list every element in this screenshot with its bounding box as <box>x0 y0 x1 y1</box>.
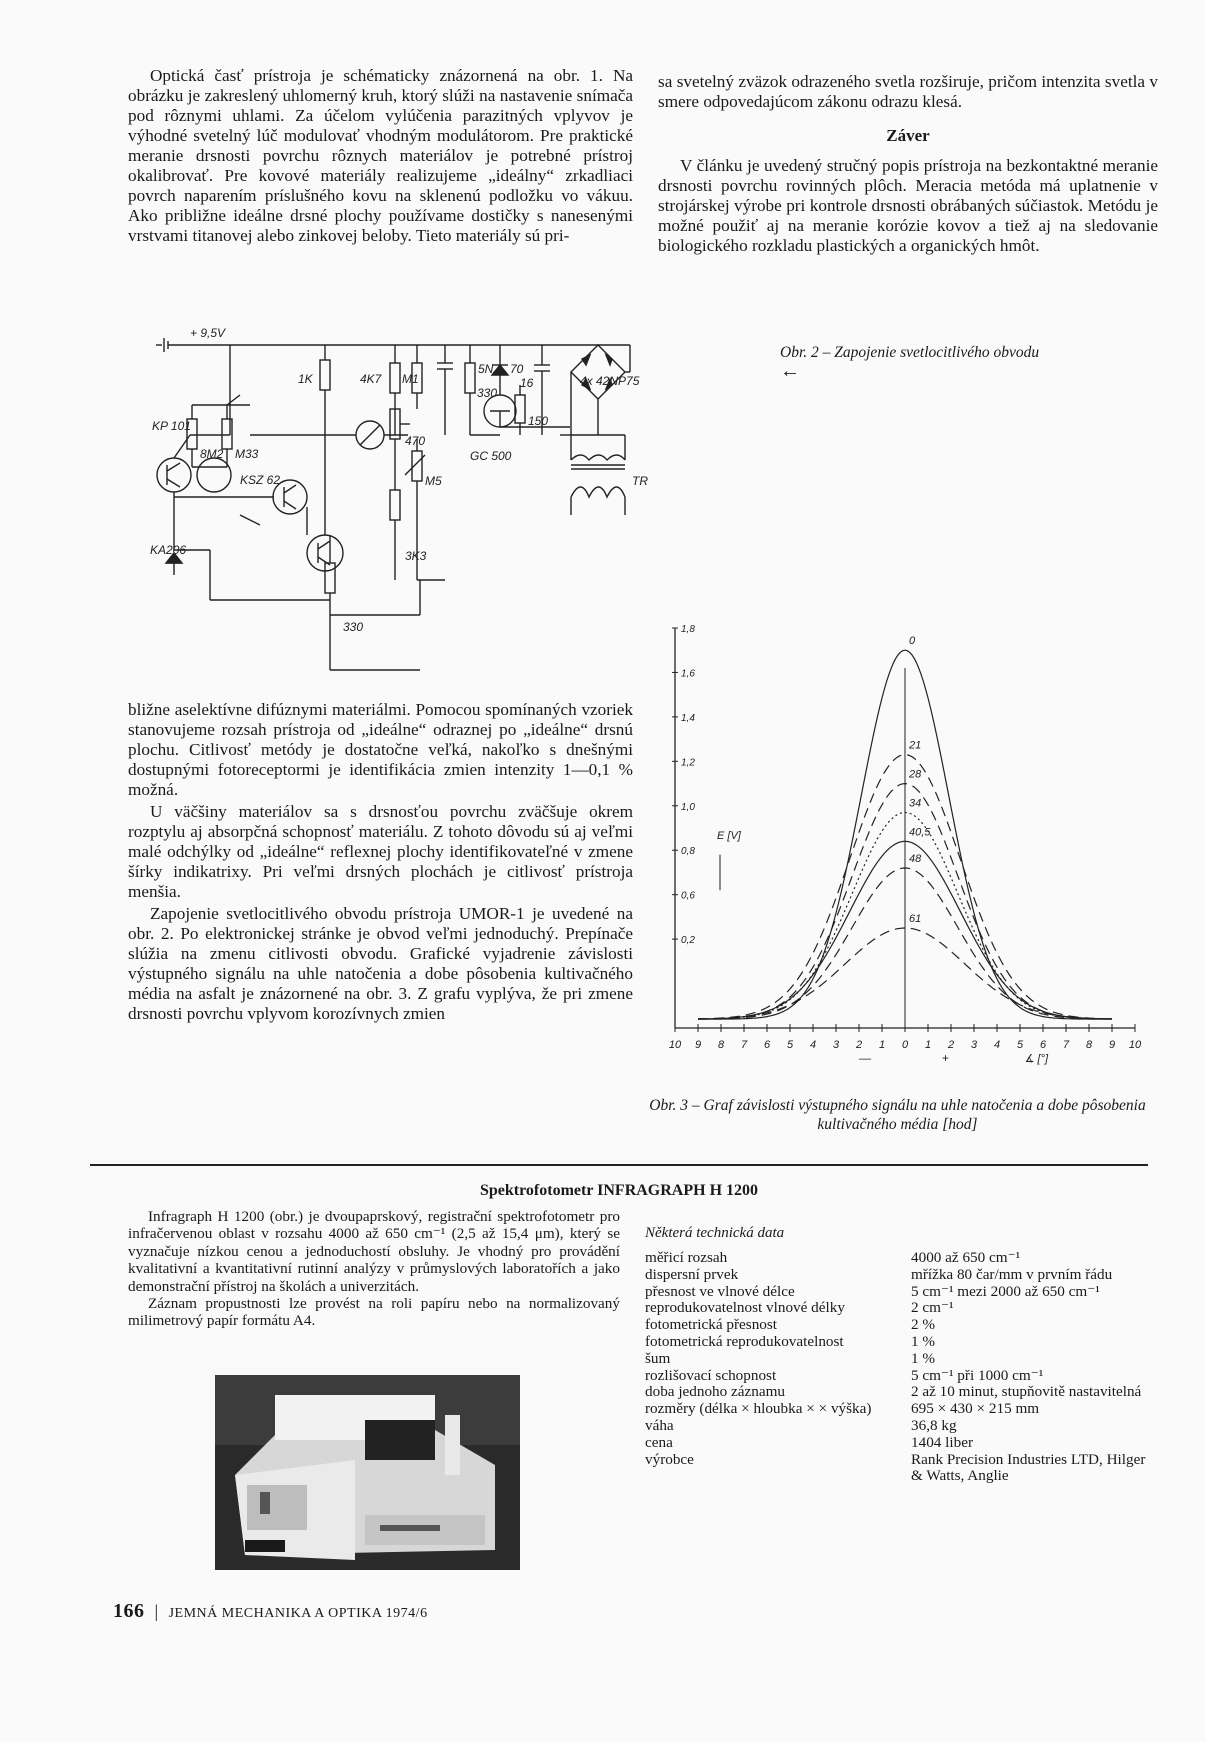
journal-name: JEMNÁ MECHANIKA A OPTIKA 1974/6 <box>168 1606 428 1621</box>
x-tick-label: 5 <box>786 1039 794 1051</box>
x-sign-left: — <box>859 1051 871 1065</box>
paragraph: bližne aselektívne difúznymi materiálmi. Pomocou spomínaných vzoriek stanovujeme rozsah prístroja od „ideálne“ odraznej po „ideálne“ drsnú plochu. Citlivosť metódy je dostatočne veľká, nakoľko s dnešnými dostupnými fotoreceptormi je identifikácia zmien intenzity 1—0,1 % možná. <box>128 700 633 799</box>
spec-key: šum <box>645 1349 671 1367</box>
bridge-label: 4x 42NP75 <box>580 374 640 388</box>
x-tick-label: 10 <box>1128 1039 1142 1051</box>
spec-row <box>645 1317 1150 1334</box>
spec-key: měřicí rozsah <box>645 1249 728 1266</box>
x-tick-label: 10 <box>668 1039 682 1051</box>
c16-label: 16 <box>520 376 534 390</box>
y-tick-label: 1,2 <box>681 757 695 769</box>
spec-text <box>128 1208 620 1330</box>
y-tick-label: 1,8 <box>681 624 695 635</box>
spec-value: mřížka 80 čar/mm v prvním řádu <box>911 1265 1113 1283</box>
spec-key: výrobce <box>645 1450 694 1468</box>
spec-key: váha <box>645 1416 674 1434</box>
kp101-label: KP 101 <box>152 419 191 433</box>
spec-row <box>645 1384 1150 1401</box>
x-tick-label: 0 <box>901 1039 909 1051</box>
x-tick-label: 2 <box>947 1039 955 1051</box>
r3k3-label: 3K3 <box>405 549 427 563</box>
section-heading: Záver <box>886 126 930 145</box>
y-tick-label: 0,6 <box>681 890 695 902</box>
spec-row <box>645 1452 1150 1486</box>
spec-row <box>645 1267 1150 1284</box>
x-tick-label: 6 <box>763 1039 771 1051</box>
spec-row <box>645 1334 1150 1351</box>
spec-table-title: Některá technická data <box>645 1225 785 1241</box>
series-label: 0 <box>909 635 916 648</box>
spec-row <box>645 1284 1150 1301</box>
r470-label: 470 <box>405 434 426 448</box>
spec-key: cena <box>645 1433 673 1451</box>
figure-3-caption: Obr. 3 – Graf závislosti výstupného signálu na uhle natočenia a dobe pôsobenia kultivačného média [hod] <box>649 1097 1146 1133</box>
z330-label: 330 <box>477 386 498 400</box>
figure-3-chart <box>655 618 1155 1078</box>
y-tick-label: 1,0 <box>681 801 695 813</box>
spec-key: rozlišovací schopnost <box>645 1366 777 1384</box>
right-column-top <box>658 72 1158 256</box>
spec-key: fotometrická přesnost <box>645 1316 778 1334</box>
circuit-diagram <box>150 325 650 685</box>
spec-value: 5 cm⁻¹ při 1000 cm⁻¹ <box>911 1366 1044 1384</box>
spec-key: dispersní prvek <box>645 1265 739 1283</box>
x-tick-label: 1 <box>878 1039 886 1051</box>
spec-row <box>645 1250 1150 1267</box>
supply-label: + 9,5V <box>190 326 226 340</box>
x-axis-label: ∡ [°] <box>1024 1053 1049 1065</box>
spec-value: Rank Precision Industries LTD, Hilger & Watts, Anglie <box>911 1450 1146 1485</box>
spec-value: 5 cm⁻¹ mezi 2000 až 650 cm⁻¹ <box>911 1282 1100 1300</box>
rm1-label: M1 <box>402 372 419 386</box>
z70-label: 70 <box>510 362 524 376</box>
series-label: 40,5 <box>909 826 931 839</box>
y-tick-label: 1,6 <box>681 668 695 680</box>
spec-value: 1 % <box>911 1332 936 1350</box>
y-tick-label: 0,8 <box>681 846 695 858</box>
y-tick-label: 1,4 <box>681 712 695 724</box>
x-tick-label: 9 <box>694 1039 702 1051</box>
x-tick-label: 7 <box>740 1039 748 1051</box>
spec-key: rozměry (délka × hloubka × × výška) <box>645 1400 872 1418</box>
y-axis-label: E [V] <box>717 830 741 843</box>
gc500-label: GC 500 <box>470 449 512 463</box>
spec-row <box>645 1368 1150 1385</box>
spec-value: 36,8 kg <box>911 1416 957 1434</box>
series-label: 21 <box>909 739 922 752</box>
figure-2-arrow: ← <box>780 360 800 382</box>
spec-heading: Spektrofotometr INFRAGRAPH H 1200 <box>479 1182 759 1199</box>
spec-value: 2 až 10 minut, stupňovitě nastavitelná <box>911 1383 1142 1401</box>
spec-value: 1404 liber <box>911 1433 974 1451</box>
x-tick-label: 3 <box>832 1039 840 1051</box>
figure-2-caption: Obr. 2 – Zapojenie svetlocitlivého obvodu <box>780 344 1040 361</box>
series-label: 61 <box>909 913 922 925</box>
rm5-label: M5 <box>425 474 442 488</box>
paragraph: U väčšiny materiálov sa s drsnosťou povrchu zväčšuje okrem rozptylu aj absorpčná schopnosť materiálu. Z tohoto dôvodu sú aj veľmi malé odchýlky od „ideálne“ reflexnej plochy identifikovateľné v zmene šírky indikatrixy. Pri veľmi drsných plochách je citlivosť prístroja menšia. <box>128 802 633 901</box>
left-column-top <box>128 66 633 246</box>
paragraph: Optická časť prístroja je schématicky znázornená na obr. 1. Na obrázku je zakreslený uhlomerný kruh, ktorý slúži na nastavenie snímača pod rôznymi uhlami. Za účelom vylúčenia parazitných vplyvov je výhodné svetelný lúč modulovať vhodným modulátorom. Pre praktické meranie drsnosti povrchu rôznych materiálov je potrebné prístroj okalibrovať. Pre kovové materiály realizujeme „ideálny“ zrkadliaci povrch naparením príslušného kovu na sklenenú podložku vo vákuu. Ako približne ideálne drsné plochy používame dostičky s nanesenými vrstvami titanovej alebo zinkovej beloby. Tieto materiály sú pri- <box>128 66 633 245</box>
tr-label: TR <box>632 474 648 488</box>
spec-value: 1 % <box>911 1349 936 1367</box>
r1k-label: 1K <box>298 372 313 386</box>
r150-label: 150 <box>528 414 549 428</box>
ka206-label: KA206 <box>150 543 187 557</box>
x-tick-label: 4 <box>993 1039 1001 1051</box>
x-tick-label: 3 <box>970 1039 978 1051</box>
z5nz-label: 5NZ <box>478 362 501 376</box>
section-divider <box>90 1164 1148 1166</box>
ksz62-label: KSZ 62 <box>240 473 281 487</box>
footer-separator: | <box>154 1601 159 1621</box>
instrument-photo <box>215 1375 520 1570</box>
spec-row <box>645 1300 1150 1317</box>
spec-key: fotometrická reprodukovatelnost <box>645 1332 844 1350</box>
r8m2-label: 8M2 <box>200 447 224 461</box>
spec-row <box>645 1401 1150 1418</box>
page-number: 166 <box>113 1600 145 1622</box>
x-tick-label: 7 <box>1062 1039 1070 1051</box>
x-tick-label: 9 <box>1108 1039 1116 1051</box>
y-tick-label: 0,2 <box>681 935 695 947</box>
series-label: 48 <box>909 853 922 865</box>
x-tick-label: 2 <box>855 1039 863 1051</box>
x-tick-label: 1 <box>924 1039 932 1051</box>
spec-row <box>645 1418 1150 1435</box>
paragraph: V článku je uvedený stručný popis prístroja na bezkontaktné meranie drsnosti povrchu rovinných plôch. Meracia metóda má uplatnenie v strojárskej výrobe pri kontrole drsnosti obrábaných súčiastok. Metódu je možné použiť aj na meranie korózie kovov a tiež aj na sledovanie biologického rozkladu plastických a organických hmôt. <box>658 156 1158 255</box>
series-label: 34 <box>909 797 922 810</box>
spec-value: 2 % <box>911 1316 936 1334</box>
x-tick-label: 8 <box>717 1039 725 1051</box>
x-tick-label: 6 <box>1039 1039 1047 1051</box>
left-column-middle <box>128 700 633 1024</box>
x-tick-label: 4 <box>809 1039 817 1051</box>
r330-label: 330 <box>343 620 364 634</box>
spec-key: přesnost ve vlnové délce <box>645 1282 795 1300</box>
paragraph: Infragraph H 1200 (obr.) je dvoupaprskový, registrační spektrofotometr pro infračervenou oblast v rozsahu 4000 až 650 cm⁻¹ (2,5 až 15,4 μm), který se vyznačuje nízkou cenou a jednoduchostí obsluhy. Je vhodný pro provádění kvalitativní a kvantitativní rutinní analýzy v průmyslových laboratořích a jako demonstrační přístroj na školách a univerzitách. <box>128 1208 620 1295</box>
series-label: 28 <box>909 768 922 781</box>
r4k7-label: 4K7 <box>360 372 382 386</box>
spec-value: 4000 až 650 cm⁻¹ <box>911 1249 1021 1266</box>
x-tick-label: 8 <box>1085 1039 1093 1051</box>
rm33-label: M33 <box>235 447 259 461</box>
spec-key: doba jednoho záznamu <box>645 1383 786 1401</box>
spec-table <box>645 1250 1150 1485</box>
spec-row <box>645 1435 1150 1452</box>
paragraph: sa svetelný zväzok odrazeného svetla rozširuje, pričom intenzita svetla v smere odpovedajúcom zákonu odrazu klesá. <box>658 72 1158 111</box>
spec-value: 695 × 430 × 215 mm <box>911 1400 1040 1418</box>
spec-row <box>645 1351 1150 1368</box>
paragraph: Zapojenie svetlocitlivého obvodu prístroja UMOR-1 je uvedené na obr. 2. Po elektronickej stránke je obvod veľmi jednoduchý. Prepínače slúžia na zmenu citlivosti obvodu. Grafické vyjadrenie závislosti výstupného signálu na uhle natočenia a dobe pôsobenia kultivačného média na asfalt je znázornené na obr. 3. Z grafu vyplýva, že pri zmene drsnosti povrchu vplyvom korozívnych zmien <box>128 904 633 1023</box>
page-footer <box>113 1600 428 1623</box>
paragraph: Záznam propustnosti lze provést na roli papíru nebo na normalizovaný milimetrový papír formátu A4. <box>128 1295 620 1330</box>
x-tick-label: 5 <box>1016 1039 1024 1051</box>
x-sign-right: + <box>941 1051 949 1065</box>
spec-value: 2 cm⁻¹ <box>911 1299 954 1317</box>
spec-key: reprodukovatelnost vlnové délky <box>645 1299 845 1317</box>
